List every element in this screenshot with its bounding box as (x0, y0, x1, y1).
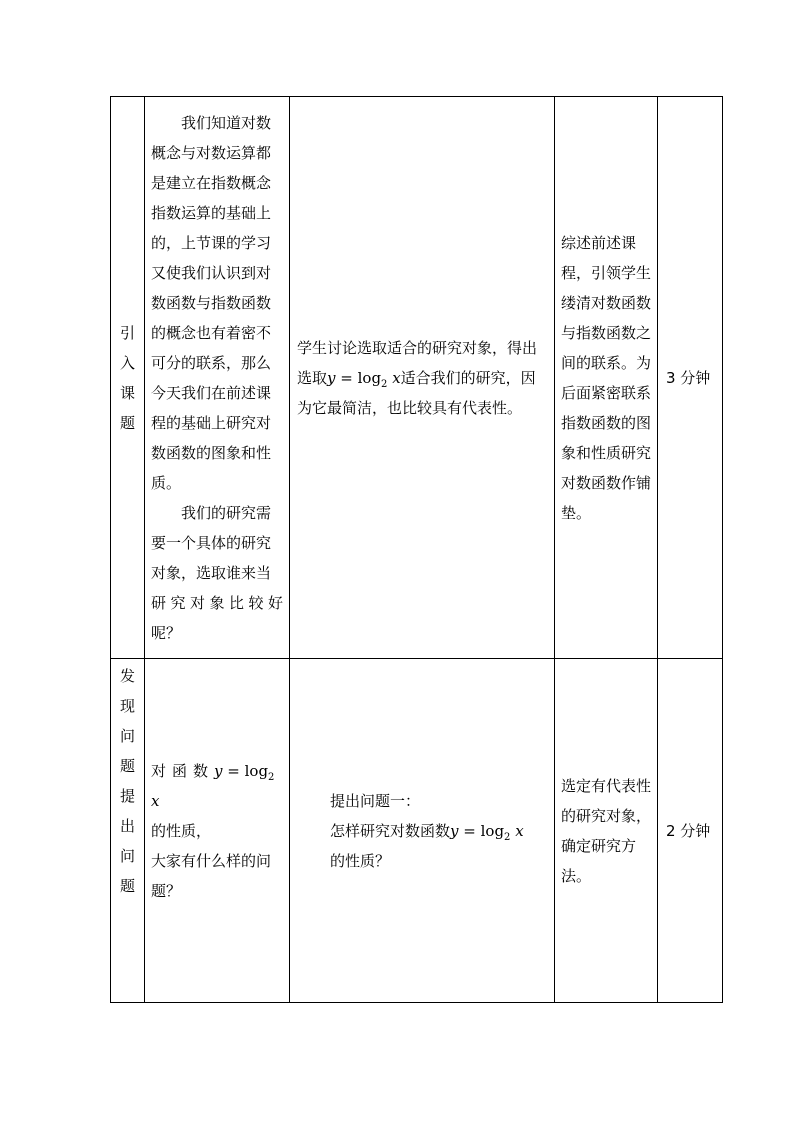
stage-char: 出 (119, 817, 135, 835)
formula-var: y (327, 368, 336, 387)
stage-cell (111, 659, 145, 1003)
student-activity-cell (290, 97, 555, 659)
teacher-line: 呢？ (151, 623, 182, 642)
teacher-line: 研究对象比较好 (151, 593, 283, 612)
teacher-activity-cell (145, 97, 290, 659)
formula-base: 2 (268, 771, 275, 783)
stage-char: 题 (119, 757, 135, 775)
teacher-activity-cell (145, 659, 290, 1003)
design-text: 选定有代表性的研究对象，确定研究方法。 (561, 776, 652, 885)
student-text: 学生讨论选取适合的研究对象，得出选取 (297, 338, 538, 387)
time-cell (658, 97, 723, 659)
student-line: 提出问题一： (330, 791, 421, 810)
formula-base: 2 (381, 378, 388, 390)
formula-base: 2 (504, 831, 511, 843)
time-text: 2 分钟 (666, 821, 711, 840)
teacher-line: 大家有什么样的问题？ (151, 851, 272, 900)
stage-char: 题 (119, 877, 135, 895)
student-text: 适合我们的研究，因为它最简洁，也比较具有代表性。 (297, 368, 536, 417)
teacher-line: 的性质， (151, 821, 212, 840)
formula-eq: = (458, 821, 481, 840)
lesson-plan-table (110, 96, 723, 1003)
formula-eq: = (222, 761, 245, 780)
formula-var: x (151, 791, 160, 810)
formula (327, 368, 401, 390)
stage-char: 现 (119, 697, 135, 715)
formula-var: x (387, 368, 401, 387)
time-text: 3 分钟 (666, 368, 711, 387)
teacher-text: 对函数 (151, 761, 215, 780)
stage-char: 题 (119, 413, 135, 432)
teacher-paragraph: 我们知道对数概念与对数运算都是建立在指数概念指数运算的基础上的，上节课的学习又使我们认识到对数函数与指数函数的概念也有着密不可分的联系，那么今天我们在前述课程的基础上研究对数函数的图象和性质。 (151, 113, 272, 492)
student-paragraph (297, 333, 547, 423)
design-text: 综述前述课程，引领学生缕清对数函数与指数函数之间的联系。为后面紧密联系指数函数的图象和性质研究对数函数作铺垫。 (561, 233, 652, 522)
formula (450, 821, 524, 843)
stage-cell (111, 97, 145, 659)
student-line: 的性质？ (330, 851, 391, 870)
formula-log: log (357, 368, 382, 387)
stage-char: 引 (119, 323, 135, 342)
stage-char: 问 (119, 847, 135, 865)
formula-var: y (214, 761, 223, 780)
formula-eq: = (335, 368, 358, 387)
table-row (111, 659, 723, 1003)
time-cell (658, 659, 723, 1003)
student-activity-cell (290, 659, 555, 1003)
stage-char: 问 (119, 727, 135, 745)
student-text: 怎样研究对数函数 (330, 821, 451, 840)
stage-char: 入 (119, 353, 135, 372)
table-row (111, 97, 723, 659)
design-intent-cell (555, 97, 658, 659)
stage-char: 课 (119, 383, 135, 402)
formula-log: log (244, 761, 269, 780)
formula-log: log (480, 821, 505, 840)
stage-char: 提 (119, 787, 135, 805)
stage-char: 发 (119, 667, 135, 685)
formula-var: y (450, 821, 459, 840)
teacher-line (151, 756, 283, 816)
design-intent-cell (555, 659, 658, 1003)
teacher-paragraph: 我们的研究需要一个具体的研究对象，选取谁来当 (151, 503, 272, 582)
formula-var: x (510, 821, 524, 840)
student-line (330, 816, 554, 846)
